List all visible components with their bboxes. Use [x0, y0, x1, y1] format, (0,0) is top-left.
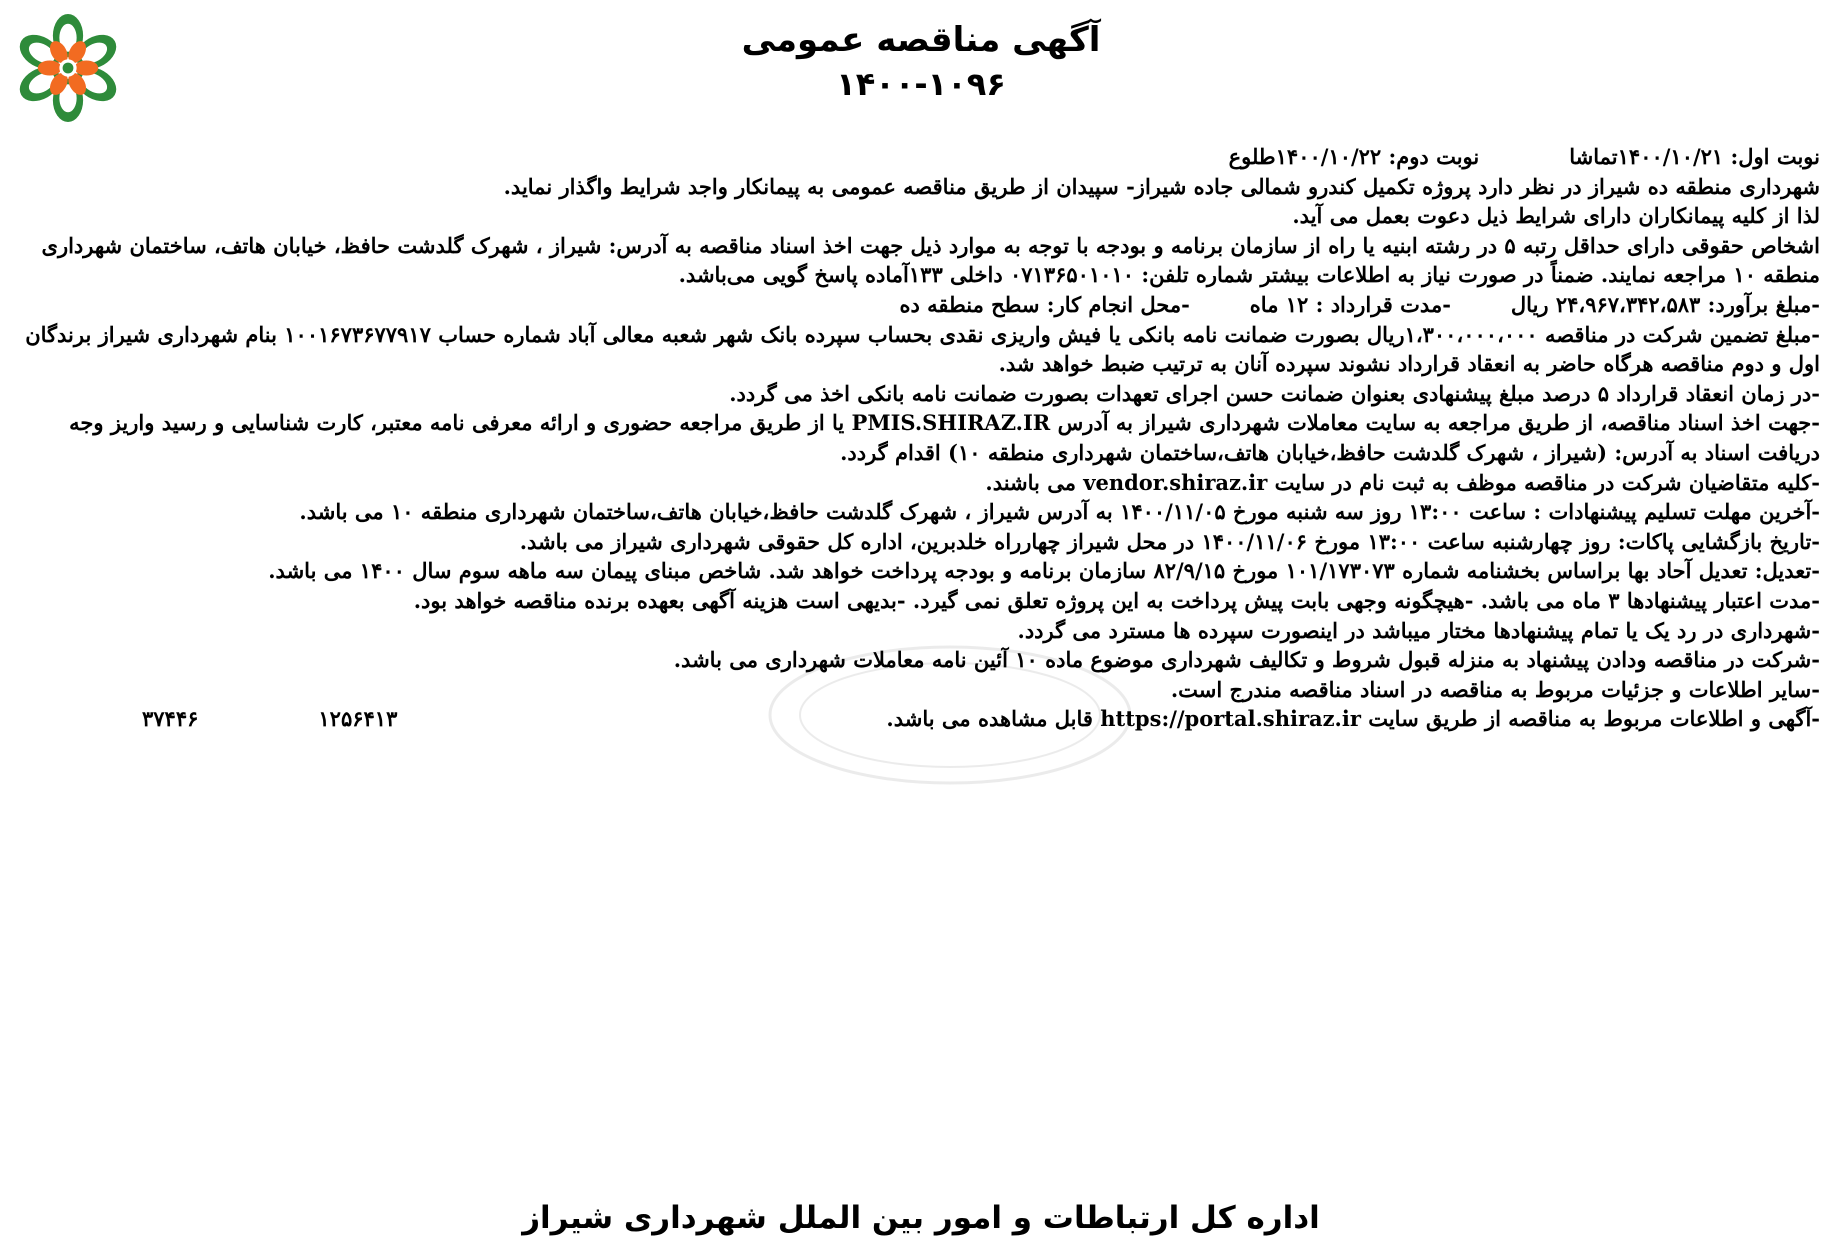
performance-paragraph: -در زمان انعقاد قرارداد ۵ درصد مبلغ پیشنهادی بعنوان ضمانت حسن اجرای تعهدات بصورت ضمانت نامه بانکی اخذ می گردد. [729, 380, 1820, 406]
portal-line [22, 704, 1820, 734]
invite-paragraph: لذا از کلیه پیمانکاران دارای شرایط ذیل دعوت بعمل می آید. [1292, 203, 1820, 229]
footer-code-2: ۳۷۴۴۶ [142, 706, 199, 732]
rejection-paragraph: -شهرداری در رد یک یا تمام پیشنهادها مختار میباشد در اینصورت سپرده ها مسترد می گردد. [1017, 617, 1820, 643]
second-round: نوبت دوم: ۱۴۰۰/۱۰/۲۲طلوع [1228, 144, 1480, 169]
validity-paragraph: -مدت اعتبار پیشنهادها ۳ ماه می باشد. -هیچگونه وجهی بابت پیش پرداخت به این پروژه تعلق نمی گیرد. -بدیهی است هزینه آگهی بعهده برنده مناقصه خواهد بود. [413, 587, 1820, 613]
acceptance-paragraph: -شرکت در مناقصه ودادن پیشنهاد به منزله قبول شروط و تکالیف شهرداری موضوع ماده ۱۰ آئین نامه معاملات شهرداری می باشد. [673, 647, 1820, 673]
portal-text-pre: -آگهی و اطلاعات مربوط به مناقصه از طریق سایت [1368, 706, 1820, 732]
portal-text-post: قابل مشاهده می باشد. [886, 706, 1093, 732]
registration-paragraph [22, 468, 1820, 498]
footer-code-1: ۱۲۵۶۴۱۳ [318, 706, 398, 732]
contract-duration: -مدت قرارداد : ۱۲ ماه [1249, 291, 1451, 317]
other-info-paragraph: -سایر اطلاعات و جزئیات مربوط به مناقصه در اسناد مناقصه مندرج است. [1170, 676, 1820, 702]
portal-site-link: https://portal.shiraz.ir [1100, 706, 1361, 732]
registration-text-post: می باشند. [985, 469, 1076, 495]
eligibility-paragraph: اشخاص حقوقی دارای حداقل رتبه ۵ در رشته ابنیه یا راه از سازمان برنامه و بودجه با توجه به موارد ذیل جهت اخذ اسناد مناقصه به آدرس: شیراز ، شهرک گلدشت حافظ، خیابان هاتف، ساختمان شهرداری منطقه ۱۰ مراجعه نمایند. ضمناً در صورت نیاز به اطلاعات بیشتر شماره تلفن: ۰۷۱۳۶۵۰۱۰۱۰ داخلی ۱۳۳آماده پاسخ گویی می‌باشد. [41, 232, 1820, 288]
key-figures-row [22, 290, 1820, 320]
notice-number: ۱۴۰۰-۱۰۹۶ [836, 65, 1006, 103]
estimate-amount: -مبلغ برآورد: ۲۴،۹۶۷،۳۴۲،۵۸۳ ریال [1510, 291, 1820, 317]
notice-title: آگهی مناقصه عمومی [741, 20, 1101, 60]
opening-paragraph: -تاریخ بازگشایی پاکات: روز چهارشنبه ساعت ۱۳:۰۰ مورخ ۱۴۰۰/۱۱/۰۶ در محل شیراز چهارراه خلدبرین، اداره کل حقوقی شهرداری شیراز می باشد. [519, 528, 1820, 554]
notice-body [22, 142, 1820, 734]
pmis-site-link: PMIS.SHIRAZ.IR [851, 410, 1051, 436]
adjustment-paragraph: -تعدیل: تعدیل آحاد بها براساس بخشنامه شماره ۱۰۱/۱۷۳۰۷۳ مورخ ۸۲/۹/۱۵ سازمان برنامه و بودجه پرداخت خواهد شد. شاخص مبنای پیمان سه ماهه سوم سال ۱۴۰۰ می باشد. [268, 558, 1820, 584]
guarantee-paragraph: -مبلغ تضمین شرکت در مناقصه ۱،۳۰۰،۰۰۰،۰۰۰ریال بصورت ضمانت نامه بانکی یا فیش واریزی نقدی بحساب سپرده بانک شهر شعبه معالی آباد شماره حساب ۱۰۰۱۶۷۳۶۷۷۹۱۷ بنام شهرداری شیراز برندگان اول و دوم مناقصه هرگاه حاضر به انعقاد قرارداد نشوند سپرده آنان به ترتیب ضبط خواهد شد. [25, 321, 1820, 377]
documents-paragraph [22, 408, 1820, 467]
registration-text-pre: -کلیه متقاضیان شرکت در مناقصه موظف به ثبت نام در سایت [1274, 469, 1820, 495]
intro-paragraph: شهرداری منطقه ده شیراز در نظر دارد پروژه تکمیل کندرو شمالی جاده شیراز- سپیدان از طریق مناقصه عمومی به پیمانکار واجد شرایط واگذار نماید. [503, 173, 1820, 199]
notice-header [0, 18, 1842, 104]
issuer-signature: اداره کل ارتباطات و امور بین الملل شهرداری شیراز [522, 1200, 1320, 1236]
vendor-site-link: vendor.shiraz.ir [1083, 469, 1268, 495]
documents-text-post: یا از طریق مراجعه حضوری و ارائه معرفی نامه معتبر، کارت شناسایی و رسید واریز وجه دریافت اسناد به آدرس: (شیراز ، شهرک گلدشت حافظ،خیابان هاتف،ساختمان شهرداری منطقه ۱۰) اقدام گردد. [69, 410, 1820, 465]
first-round: نوبت اول: ۱۴۰۰/۱۰/۲۱تماشا [1569, 144, 1820, 169]
work-location: -محل انجام کار: سطح منطقه ده [899, 291, 1190, 317]
publication-rounds [22, 142, 1820, 172]
documents-text-pre: -جهت اخذ اسناد مناقصه، از طریق مراجعه به سایت معاملات شهرداری شیراز به آدرس [1057, 410, 1820, 436]
deadline-paragraph: -آخرین مهلت تسلیم پیشنهادات : ساعت ۱۳:۰۰ روز سه شنبه مورخ ۱۴۰۰/۱۱/۰۵ به آدرس شیراز ، شهرک گلدشت حافظ،خیابان هاتف،ساختمان شهرداری منطقه ۱۰ می باشد. [299, 499, 1820, 525]
portal-paragraph [397, 704, 1820, 734]
